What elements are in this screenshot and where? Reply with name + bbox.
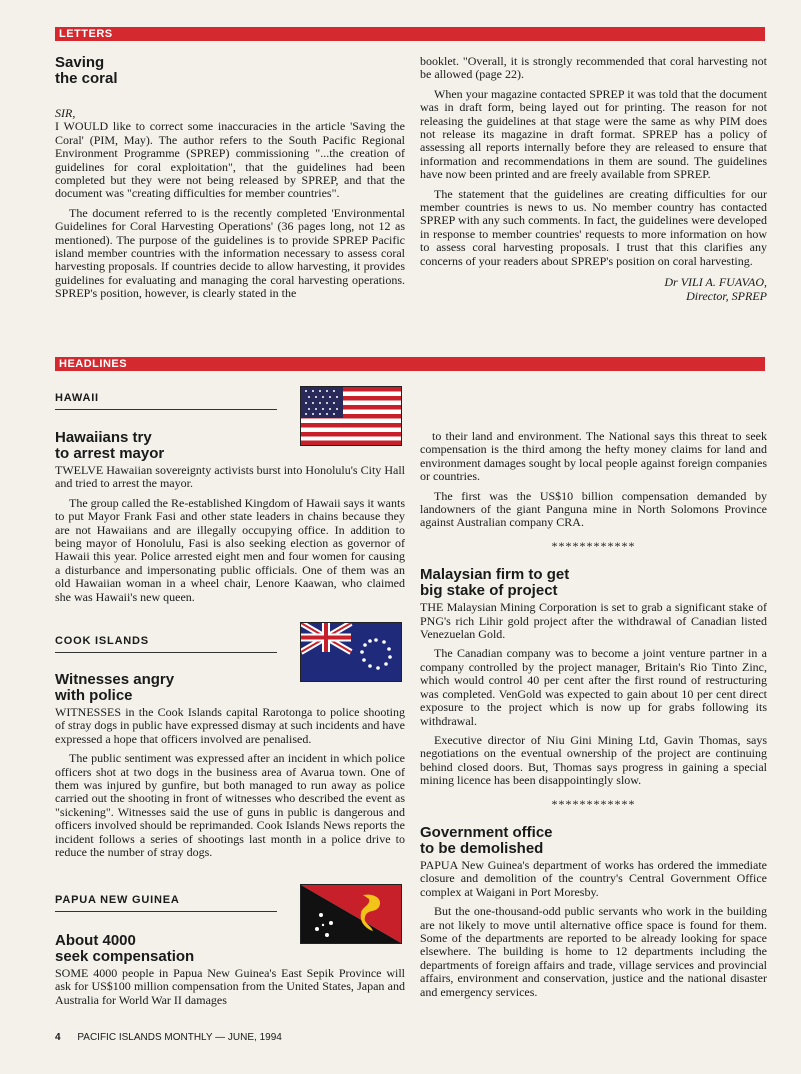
letter-title-line1: Saving <box>55 54 105 71</box>
separator-stars: ************ <box>551 538 636 553</box>
letter-paragraph: I WOULD like to correct some inaccuracies in the article 'Saving the Coral' (PIM, May). The author refers to the South Pacific Regional Environment Programme (SPREP) commissioning "...the creation of guidelines for coral exploitation", that the guidelines had been completed but they were not being released by SPREP, and that the document was "creating difficulties for member countries". <box>55 119 405 201</box>
kicker-papua-new-guinea: PAPUA NEW GUINEA <box>55 894 277 912</box>
section-bar-letters: LETTERS <box>55 27 765 41</box>
png-paragraph: The first was the US$10 billion compensation demanded by landowners of the giant Panguna mine in North Solomons Province against Australian company CRA. <box>420 488 767 530</box>
letter-signature-title: Director, SPREP <box>686 288 767 303</box>
letter-paragraph: The document referred to is the recently completed 'Environmental Guidelines for Coral Harvesting Operations' (36 pages long, not 12 as mentioned). The purpose of the guidelines is to provide SPREP Pacific island member countries with the information necessary to assess coral harvesting proposals. If countries decide to allow harvesting, it provides guidelines for evaluating and managing the coral harvesting operations. SPREP's position, however, is clearly stated in the <box>55 205 405 301</box>
png-title-line1: About 4000 <box>55 932 136 949</box>
letter-title-line2: the coral <box>55 70 118 87</box>
letter-paragraph: booklet. "Overall, it is strongly recommended that coral harvesting not be allowed (page 22). <box>420 54 767 82</box>
cook-headline <box>55 672 405 704</box>
malaysia-headline <box>420 567 767 599</box>
hawaii-title-line2: to arrest mayor <box>55 445 165 462</box>
letter-paragraph: When your magazine contacted SPREP it was told that the document was in draft form, being layed out for printing. The reason for not releasing the guidelines at that stage were the same as why PIM does not release its magazine in draft format. SPREP has a policy of assessing all reports internally before they are released to ensure that information and recommendations in them are sound. The guidelines have now been printed and are freely available from SPREP. <box>420 86 767 182</box>
malaysia-title-line1: Malaysian firm to get <box>420 566 570 584</box>
govt-headline <box>420 825 767 857</box>
letter-column-left <box>55 55 405 307</box>
story-hawaii <box>55 430 405 610</box>
png-paragraph: SOME 4000 people in Papua New Guinea's East Sepik Province will ask for US$100 million compensation from the United States, Japan and Australia for World War II damages <box>55 966 405 1007</box>
letter-signature-name: Dr VILI A. FUAVAO, <box>664 275 767 290</box>
headlines-column-right <box>420 430 767 1005</box>
govt-title-line1: Government office <box>420 823 553 841</box>
cook-paragraph: The public sentiment was expressed after an incident in which police officers shot at two dogs in the business area of Avarua town. One of them was injured by gunfire, but both managed to run away as police carried out the shooting in front of witnesses who described the event as "sickening". Witnesses said the use of guns in public is dangerous and officers involved should be reprimanded. Cook Islands News reports the incident follows a series of shootings last month in a police drive to reduce the number of stray dogs. <box>55 751 405 860</box>
letter-salutation: SIR, <box>55 106 76 120</box>
letter-column-right <box>420 55 767 303</box>
malaysia-paragraph: Executive director of Niu Gini Mining Ltd, Gavin Thomas, says negotiations on the eventual ownership of the project are continuing behind closed doors. But, Thomas says progress in gaining a special mining licence has been disappointingly slow. <box>420 732 767 788</box>
malaysia-paragraph: THE Malaysian Mining Corporation is set to grab a significant stake of PNG's rich Lihir gold project after the withdrawal of Canadian listed Venezuelan Gold. <box>420 600 767 642</box>
kicker-cook-islands: COOK ISLANDS <box>55 635 277 653</box>
govt-paragraph: But the one-thousand-odd public servants who work in the building are not likely to move until alternative office space is found for them. Some of the departments are reported to be already looking for space elsewhere. The building is home to 12 departments including the departments of foreign affairs and trade, village services and provincial affairs, environment and conservation, justice and the national disaster and emergency services. <box>420 904 767 999</box>
letter-paragraph: The statement that the guidelines are creating difficulties for our member countries is news to us. No member country has contacted SPREP with any such comments. In fact, the guidelines were developed in response to member countries' requests to more information on how to assess coral harvesting proposals. I trust that this clarifies any concerns of your readers about SPREP's position on coral harvesting. <box>420 186 767 268</box>
separator-stars: ************ <box>551 796 636 811</box>
page-footer <box>55 1032 282 1043</box>
page-number: 4 <box>55 1032 61 1043</box>
hawaii-paragraph: TWELVE Hawaiian sovereignty activists burst into Honolulu's City Hall and tried to arrest the mayor. <box>55 463 405 491</box>
govt-title-line2: to be demolished <box>420 839 544 857</box>
cook-paragraph: WITNESSES in the Cook Islands capital Rarotonga to police shooting of stray dogs in public have expressed dismay at such incidents and have expressed a hope that officers involved are penalised. <box>55 705 405 746</box>
cook-title-line1: Witnesses angry <box>55 671 175 688</box>
hawaii-paragraph: The group called the Re-established Kingdom of Hawaii says it wants to put Mayor Frank Fasi and other state leaders in chains because they are not Hawaiians and are illegally occupying office. In addition to being mayor of Honolulu, Fasi is also seeking election as governor of Hawaii this year. Police arrested eight men and four women for causing a disturbance and impersonating public officials. One of them was an old Hawaiian woman in a wheel chair, Lenore Kaawan, who claimed she was Hawaii's new queen. <box>55 495 405 604</box>
png-paragraph: to their land and environment. The National says this threat to seek compensation is the third among the hefty money claims for land and environment damages sought by local people against foreign companies or countries. <box>420 429 767 484</box>
section-bar-headlines: HEADLINES <box>55 357 765 371</box>
png-title-line2: seek compensation <box>55 948 195 965</box>
footer-publication: PACIFIC ISLANDS MONTHLY — JUNE, 1994 <box>77 1032 282 1043</box>
story-png <box>55 933 405 1013</box>
malaysia-title-line2: big stake of project <box>420 582 558 600</box>
png-headline <box>55 933 405 965</box>
letter-title <box>55 55 405 87</box>
kicker-hawaii: HAWAII <box>55 392 277 410</box>
hawaii-headline <box>55 430 405 462</box>
cook-title-line2: with police <box>55 687 133 704</box>
govt-paragraph: PAPUA New Guinea's department of works has ordered the immediate closure and demolition of the country's Central Government Office complex at Waigani in Port Moresby. <box>420 857 767 899</box>
malaysia-paragraph: The Canadian company was to become a joint venture partner in a company controlled by the project manager, Britain's Rio Tinto Zinc, which would control 40 per cent after the first round of restructuring was completed. VenGold was expected to gain about 10 per cent direct exposure to the project which is now up for grabs following its withdrawal. <box>420 646 767 728</box>
story-cook-islands <box>55 672 405 865</box>
hawaii-title-line1: Hawaiians try <box>55 429 152 446</box>
